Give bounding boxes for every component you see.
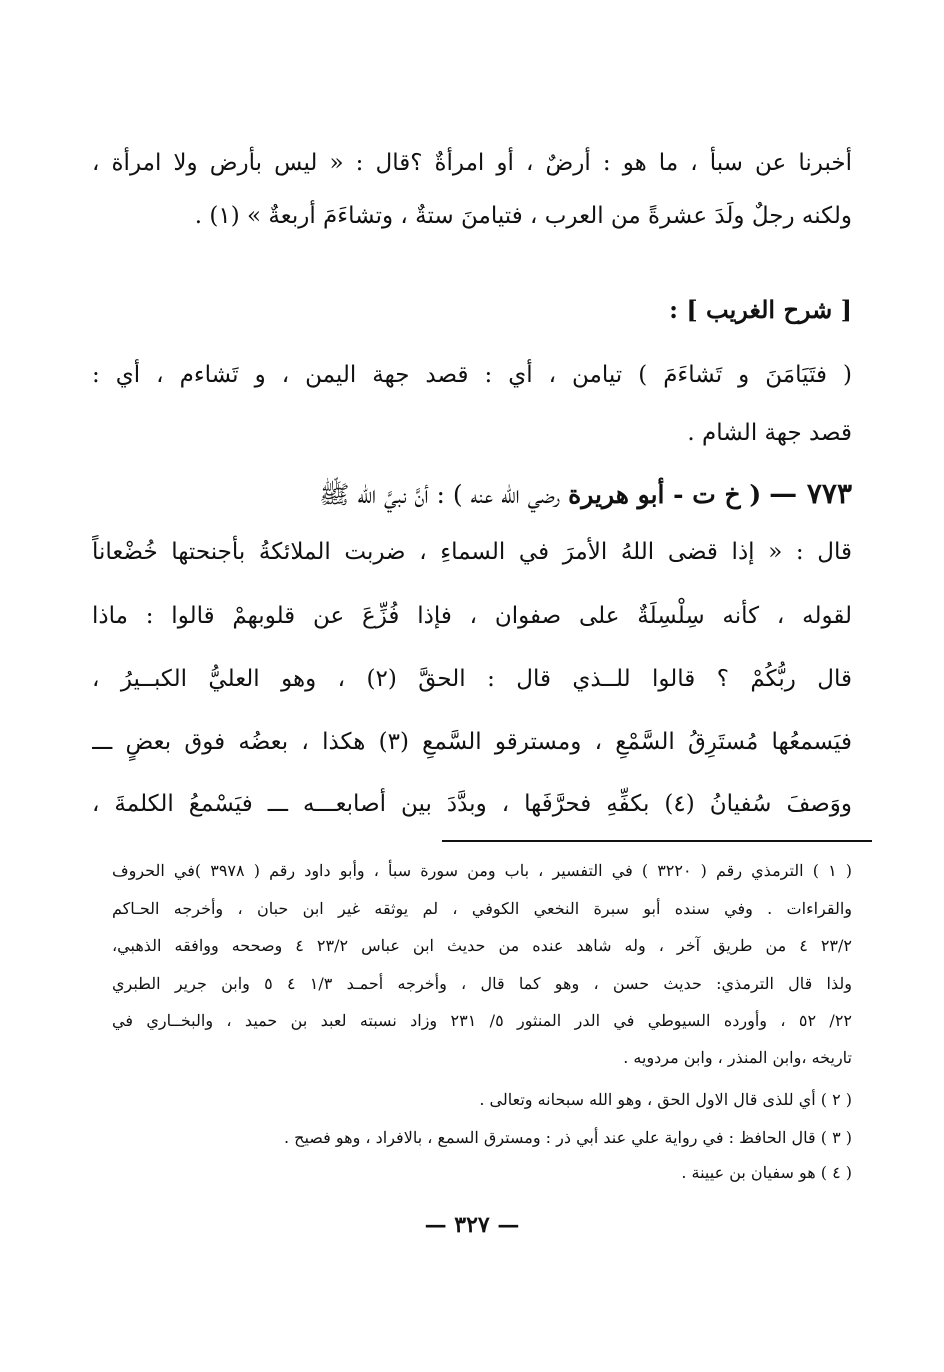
body-line-1: أخبرنا عن سبأ ، ما هو : أرضٌ ، أو امرأةٌ ؟قال : « ليس بأرض ولا امرأة ، [92, 150, 852, 176]
footnote-1-line-6: تاريخه ،وابن المنذر ، وابن مردويه . [623, 1048, 852, 1067]
hadith-line-1: قال : « إذا قضى اللهُ الأمرَ في السماءِ ، ضربت الملائكةُ بأجنحتها خُضْعاناً [92, 539, 852, 565]
hadith-source: ( خ ت - أبو هريرة [568, 480, 762, 509]
gharib-heading: [ شرح الغريب ] : [669, 295, 852, 324]
hadith-line-2: لقوله ، كأنه سِلْسِلَةٌ على صفوان ، فإذا فُزِّعَ عن قلوبهمْ قالوا : ماذا [92, 603, 852, 629]
hadith-line-5: ووَصفَ سُفيانُ (٤) بكفِّهِ فحرَّفَها ، وبدَّدَ بين أصابعـــه ـــ فيَسْمعُ الكلمةَ ، [92, 791, 852, 817]
hadith-header [92, 472, 852, 517]
hadith-line-4: فيَسمعُها مُستَرِقُ السَّمْعِ ، ومسترقو السَّمعِ (٣) هكذا ، بعضُه فوق بعضٍ ـــ [92, 729, 852, 755]
hadith-number: ٧٧٣ — [769, 477, 852, 510]
footnote-3: ( ٣ ) قال الحافظ : في رواية علي عند أبي ذر : ومسترق السمع ، بالافراد ، وهو فصيح . [283, 1128, 852, 1147]
footnote-4: ( ٤ ) هو سفيان بن عيينة . [681, 1163, 852, 1182]
footnote-separator [442, 840, 872, 842]
footnote-1-line-4: ولذا قال الترمذي: حديث حسن ، وهو كما قال ، وأخرجه أحمـد ١/٣ ٤ ٥ وابن جرير الطبري [112, 974, 852, 993]
footnote-1-line-2: والقراءات . وفي سنده أبو سبرة النخعي الكوفي ، لم يوثقه غير ابن حبان ، وأخرجه الحـاكم [112, 899, 852, 918]
footnote-1-line-5: ٢٢/ ٥٢ ، وأورده السيوطي في الدر المنثور ٥/ ٢٣١ وزاد نسبته لعبد بن حميد ، والبخــاري في [112, 1011, 852, 1030]
gharib-line-2: قصد جهة الشام . [687, 420, 852, 446]
hadith-line-3: قال ربُّكُمْ ؟ قالوا للــذي قال : الحقَّ (٢) ، وهو العليُّ الكبــيرُ ، [92, 666, 852, 692]
footnote-2: ( ٢ ) أي للذى قال الاول الحق ، وهو الله سبحانه وتعالى . [479, 1090, 852, 1109]
gharib-line-1: ( فتَيَامَنَ و تَشاءَمَ ) تيامن ، أي : قصد جهة اليمن ، و تَشاءم ، أي : [92, 362, 852, 388]
hadith-narration-intro: رضي الله عنه ) : أنَّ نبيَّ الله ﷺ [319, 480, 561, 509]
body-line-2: ولكنه رجلٌ ولَدَ عشرةً من العرب ، فتيامنَ ستةٌ ، وتشاءَمَ أربعةٌ » (١) . [194, 203, 852, 229]
footnote-1-line-3: ٢٣/٢ ٤ من طريق آخر ، وله شاهد عنده من حديث ابن عباس ٢٣/٢ ٤ وصححه ووافقه الذهبي، [112, 936, 852, 955]
footnote-1-line-1: ( ١ ) الترمذي رقم ( ٣٢٢٠ ) في التفسير ، باب ومن سورة سبأ ، وأبو داود رقم ( ٣٩٧٨ )في الحروف [112, 861, 852, 880]
page-number: — ٣٢٧ — [424, 1212, 520, 1238]
